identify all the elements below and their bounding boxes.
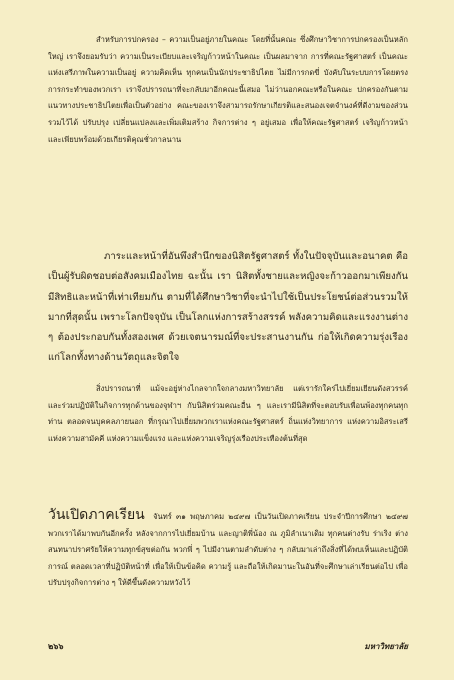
paragraph-governance xyxy=(48,32,408,148)
section-heading: วันเปิดภาคเรียน xyxy=(48,507,145,523)
paragraph-duties-text: ภาระและหน้าที่อันพึงสำนึกของนิสิตรัฐศาสตร์ ทั้งในปัจจุบันและอนาคต คือเป็นผู้รับผิดชอบต่อสังคมเมืองไทย ฉะนั้น เรา นิสิตทั้งชายและหญิงจะก้าวออกมาเพียงกัน มีสิทธิและหน้าที่เท่าเทียมกัน ตามที่ได้ศึกษาวิชาที่จะนำไปใช้เป็นประโยชน์ต่อส่วนรวมให้มากที่สุดนั้น เพราะโลกปัจจุบัน เป็นโลกแห่งการสร้างสรรค์ พลังความคิดและแรงงานต่าง ๆ ต้องประกอบกันทั้งสองเพศ ด้วยเจตนารมณ์ที่จะประสานงานกัน ก่อให้เกิดความรุ่งเรืองแก่โลกทั้งทางด้านวัตถุและจิตใจ xyxy=(48,251,408,364)
paragraph-semester-text: จันทร์ ๓๑ พฤษภาคม ๒๔๙๗ เป็นวันเปิดภาคเรียน ประจำปีการศึกษา ๒๔๙๗ พวกเราได้มาพบกันอีกครั้ง หลังจากการไปเยี่ยมบ้าน และญาติพี่น้อง ณ ภูมิลำเนาเดิม ทุกคนต่างรับ ร่าเริง ต่างสนทนาปราศรัยให้ความทุกข์สุขต่อกัน พวกพี่ ๆ ไปมีงานตามลำดับต่าง ๆ กลับมาเล่าถึงสิ่งที่ได้พบเห็นและปฏิบัติการณ์ ตลอดเวลาที่ปฏิบัติหน้าที่ เพื่อให้เป็นข้อคิด ความรู้ และถือให้เกิดมานะในอันที่จะศึกษาเล่าเรียนต่อไป เพื่อปรับปรุงกิจการต่าง ๆ ให้ดีขึ้นดังความหวังไว้ xyxy=(48,512,408,588)
paragraph-wishes xyxy=(48,381,408,447)
paragraph-wishes-text: สิ่งปรารถนาที่ แม้จะอยู่ห่างไกลจากใจกลางมหาวิทยาลัย แต่เรารักใคร่ไปเยี่ยมเยียนดังสวรรค์ และร่วมปฏิบัติในกิจการทุกด้านของจุฬาฯ กับนิสิตร่วมคณะอื่น ๆ และเรามีนิสิตที่จะตอบรับเพื่อนพ้องทุกคนทุกท่าน ตลอดจนบุคคลภายนอก ที่กรุณาไปเยี่ยมพวกเราแห่งคณะรัฐศาสตร์ ถิ่นแห่งวิทยาการ แห่งความอิสระเสรี แห่งความสามัคคี แห่งความแข็งแรง และแห่งความเจริญรุ่งเรืองประเทืองต้นที่สุด xyxy=(48,384,408,443)
paragraph-semester-opening xyxy=(48,507,408,592)
page-number: ๒๖๖ xyxy=(48,642,64,651)
page-footer xyxy=(48,640,408,653)
publication-name: มหาวิทยาลัย xyxy=(364,642,408,651)
paragraph-duties xyxy=(48,247,408,369)
paragraph-governance-text: สำหรับการปกครอง – ความเป็นอยู่ภายในคณะ โดยที่นั้นคณะ ซึ่งศึกษาวิชาการปกครองเป็นหลักใหญ่ เราจึงยอมรับว่า ความเป็นระเบียบและเจริญก้าวหน้าในคณะ เป็นผลมาจาก การที่คณะรัฐศาสตร์ เป็นคณะแห่งเสรีภาพในความเป็นอยู่ ความคิดเห็น ทุกคนเป็นนักประชาธิปไตย ไม่มีการกดขี่ บังคับในระบบการโดยตรงการกระทำของพวกเรา เราจึงปรารถนาที่จะกลับมาอีกคณะนี้เสมอ ไม่ว่านอกคณะหรือในคณะ ปกครองกันตามแนวทางประชาธิปไตยเพื่อเป็นตัวอย่าง คณะของเราจึงสามารถรักษาเกียรติและสนองเจตจำนงค์ที่ดีงามของส่วนรวมไว้ได้ ปรับปรุง เปลี่ยนแปลงและเพิ่มเติมสร้าง กิจการต่าง ๆ อยู่เสมอ เพื่อให้คณะรัฐศาสตร์ เจริญก้าวหน้า และเพียบพร้อมด้วยเกียรติคุณชั่วกาลนาน xyxy=(48,35,408,144)
